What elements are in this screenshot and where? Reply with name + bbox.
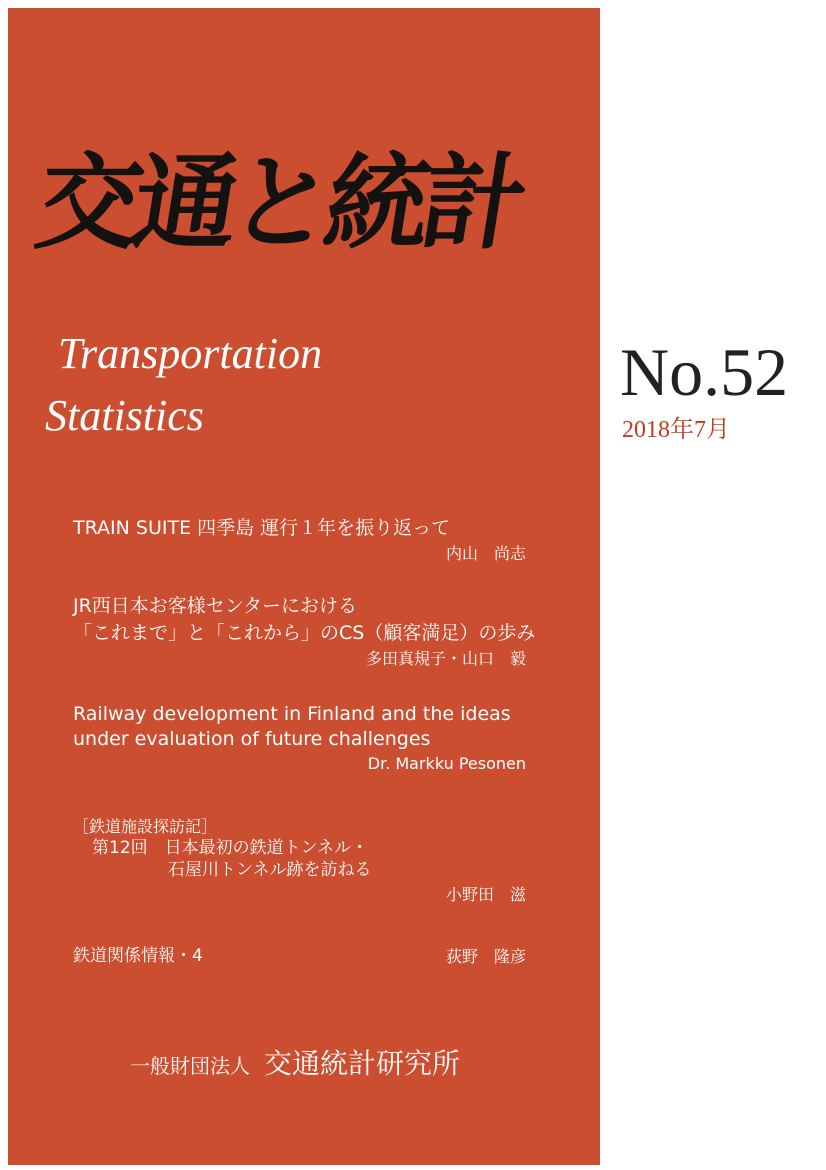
issue-date: 2018年7月 [622,417,730,443]
toc-item-4-author: 小野田 滋 [445,885,526,904]
toc-item-2-title-line2: 「これまで」と「これから」のCS（顧客満足）の歩み [73,622,536,644]
publisher-type: 一般財団法人 [130,1054,250,1078]
toc-item-4-series: ［鉄道施設探訪記］ [73,817,218,836]
issue-number: No.52 [620,334,789,410]
journal-title-en-line2: Statistics [45,391,204,440]
publisher-name: 交通統計研究所 [264,1047,461,1080]
toc-item-3-title-line2: under evaluation of future challenges [73,728,431,750]
toc-item-4-title-line1: 第12回 日本最初の鉄道トンネル・ [92,838,369,858]
journal-title-ja: 交通と統計 [28,142,528,264]
toc-item-3-title-line1: Railway development in Finland and the ideas [73,703,511,725]
toc-item-1-title: TRAIN SUITE 四季島 運行１年を振り返って [73,517,451,539]
publisher [130,1047,461,1080]
toc-item-4-title-line2: 石屋川トンネル跡を訪ねる [168,860,372,880]
toc-item-1-author: 内山 尚志 [445,544,526,563]
toc-item-5-author: 荻野 隆彦 [445,947,526,966]
toc-item-2-title-line1: JR西日本お客様センターにおける [73,595,358,617]
toc-item-5-title: 鉄道関係情報・4 [73,946,203,966]
toc-item-2-author: 多田真規子・山口 毅 [365,649,526,668]
toc-item-3-author: Dr. Markku Pesonen [367,754,526,773]
journal-title-en-line1: Transportation [58,329,323,378]
